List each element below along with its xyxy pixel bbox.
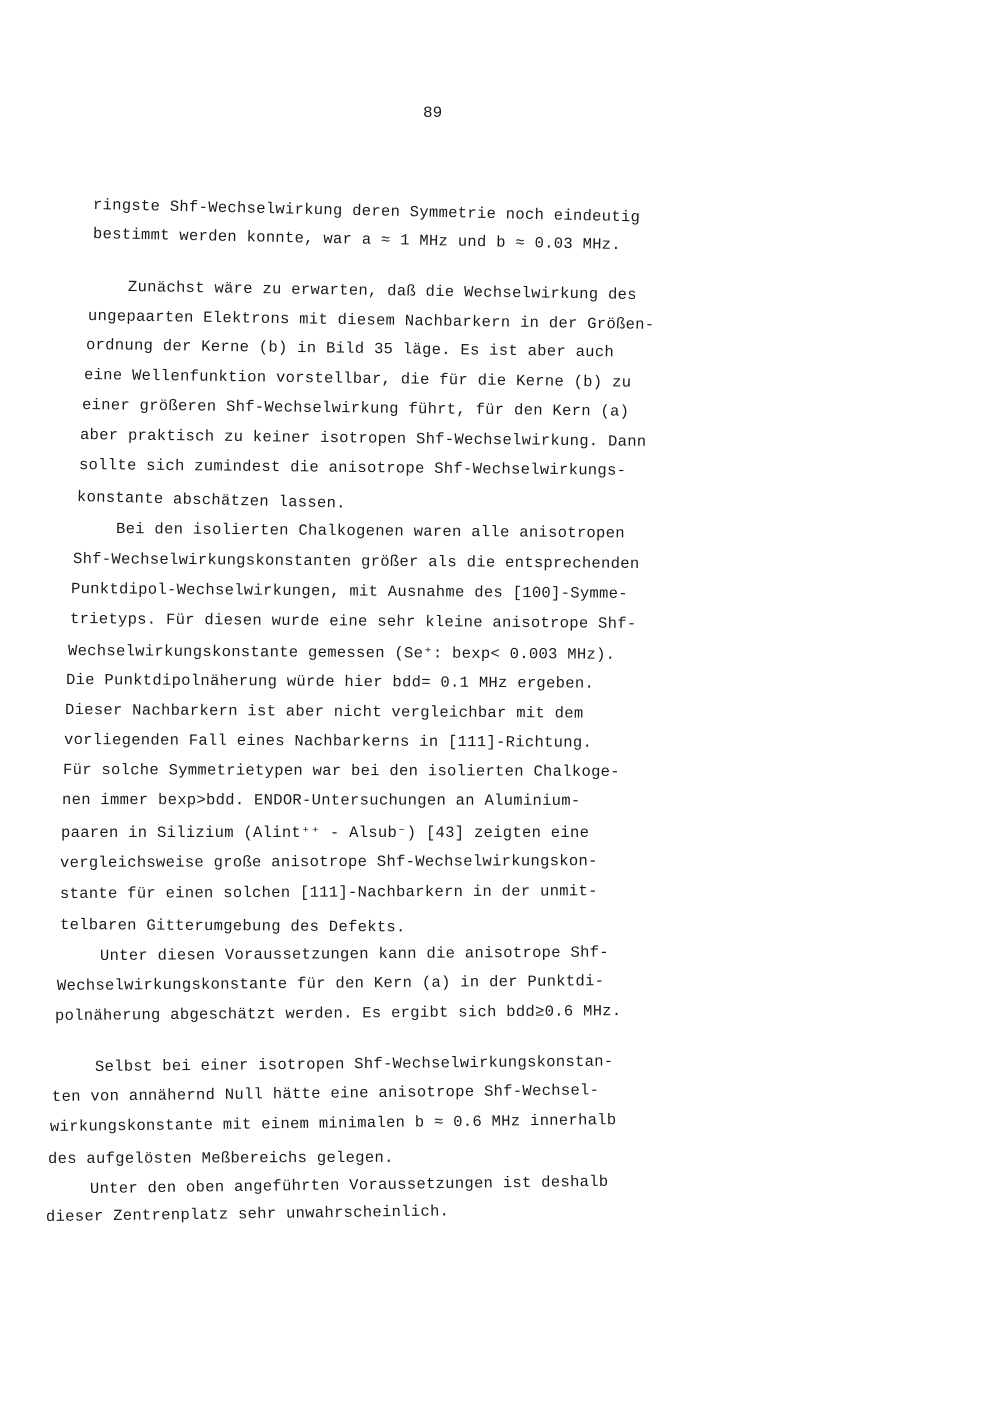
text-line: Punktdipol-Wechselwirkungen, mit Ausnahme des [100]-Symme- <box>70 580 628 603</box>
page-number: 89 <box>423 104 443 122</box>
text-line: eine Wellenfunktion vorstellbar, die für die Kerne (b) zu <box>83 366 632 392</box>
text-line: sollte sich zumindest die anisotrope Shf-Wechselwirkungs- <box>78 456 627 480</box>
text-line: Dieser Nachbarkern ist aber nicht vergleichbar mit dem <box>64 701 584 723</box>
text-line: Shf-Wechselwirkungskonstanten größer als die entsprechenden <box>72 550 640 573</box>
text-line: Die Punktdipolnäherung würde hier bdd= 0.1 MHz ergeben. <box>65 671 595 693</box>
text-line: wirkungskonstante mit einem minimalen b ≈ 0.6 MHz innerhalb <box>49 1111 617 1136</box>
text-line: ungepaarten Elektrons mit diesem Nachbarkern in der Größen- <box>87 307 655 334</box>
text-line: Selbst bei einer isotropen Shf-Wechselwirkungskonstan- <box>94 1052 614 1076</box>
text-line: trietyps. Für diesen wurde eine sehr kleine anisotrope Shf- <box>69 610 637 633</box>
text-line: Wechselwirkungskonstante für den Kern (a) in der Punktdi- <box>56 972 605 995</box>
text-line: einer größeren Shf-Wechselwirkung führt, für den Kern (a) <box>81 396 630 421</box>
text-line: Für solche Symmetrietypen war bei den isolierten Chalkoge- <box>62 761 620 781</box>
text-line: polnäherung abgeschätzt werden. Es ergibt sich bdd≥0.6 MHz. <box>54 1002 622 1025</box>
text-line: konstante abschätzen lassen. <box>76 488 346 513</box>
text-line: aber praktisch zu keiner isotropen Shf-Wechselwirkung. Dann <box>79 426 647 451</box>
text-line: ordnung der Kerne (b) in Bild 35 läge. Es ist aber auch <box>85 336 615 362</box>
text-line: ringste Shf-Wechselwirkung deren Symmetrie noch eindeutig <box>92 196 641 227</box>
text-line: des aufgelösten Meßbereichs gelegen. <box>47 1148 394 1168</box>
text-line: Zunächst wäre zu erwarten, daß die Wechselwirkung des <box>127 278 637 304</box>
text-line: nen immer bexp>bdd. ENDOR-Untersuchungen an Aluminium- <box>61 791 581 810</box>
text-line: bestimmt werden konnte, war a ≈ 1 MHz und b ≈ 0.03 MHz. <box>92 225 622 255</box>
text-line: stante für einen solchen [111]-Nachbarkern in der unmit- <box>59 882 598 903</box>
text-line: vorliegenden Fall eines Nachbarkerns in [111]-Richtung. <box>63 731 593 752</box>
text-line: Wechselwirkungskonstante gemessen (Se⁺: bexp< 0.003 MHz). <box>67 642 616 664</box>
text-line: vergleichsweise große anisotrope Shf-Wechselwirkungskon- <box>59 852 598 872</box>
text-line: dieser Zentrenplatz sehr unwahrscheinlich. <box>45 1202 450 1226</box>
text-line: telbaren Gitterumgebung des Defekts. <box>59 916 406 937</box>
text-line: ten von annähernd Null hätte eine anisotrope Shf-Wechsel- <box>51 1081 600 1106</box>
text-line: Bei den isolierten Chalkogenen waren alle anisotropen <box>115 520 625 543</box>
text-line: Unter diesen Voraussetzungen kann die anisotrope Shf- <box>99 943 609 965</box>
text-line: Unter den oben angeführten Voraussetzungen ist deshalb <box>89 1172 609 1198</box>
text-line: paaren in Silizium (Alint⁺⁺ - Alsub⁻) [43] zeigten eine <box>61 824 590 842</box>
